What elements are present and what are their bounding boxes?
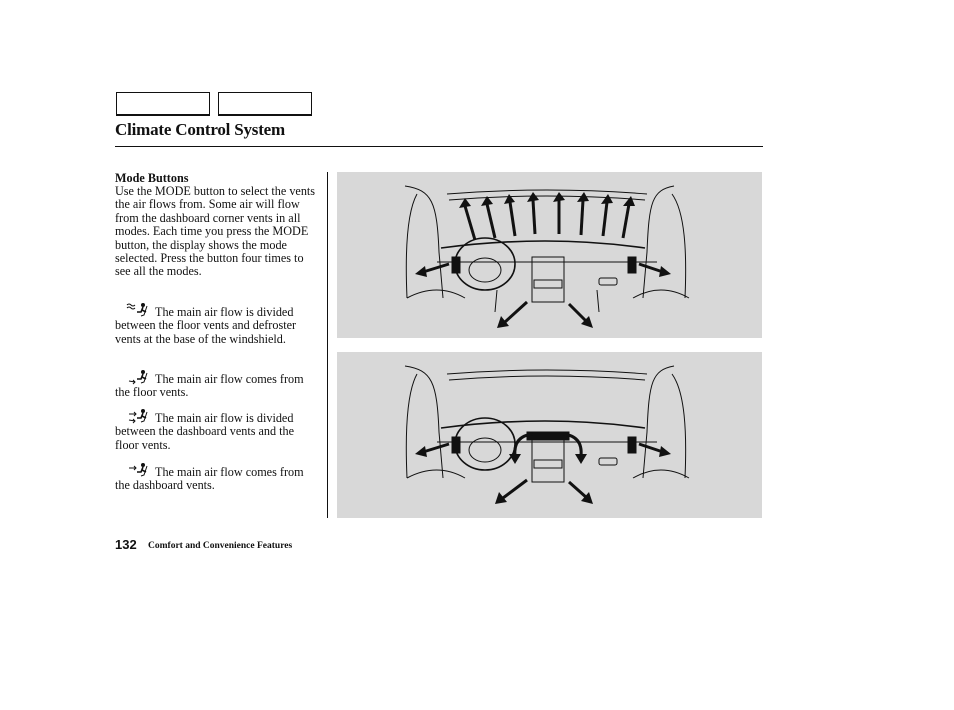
mode-description: The main air flow comes from the dashboard vents. [115, 465, 304, 493]
floor-defrost-mode-icon [115, 305, 155, 317]
mode-description: The main air flow comes from the floor vents. [115, 372, 304, 400]
mode-item-bilevel [115, 411, 320, 452]
intro-paragraph: Use the MODE button to select the vents the air flows from. Some air will flow from the dashboard corner vents in all modes. Each time you press the MODE button, the display shows the mode selected. Press the button four times to see all the modes. [115, 184, 316, 279]
mode-item-dash [115, 465, 320, 493]
floor-mode-icon [115, 372, 155, 384]
section-heading: Mode Buttons [115, 171, 189, 185]
header-tab-box-left [116, 92, 210, 116]
mode-description: The main air flow is divided between the floor vents and defroster vents at the base of the windshield. [115, 305, 297, 346]
page-number: 132 [115, 537, 137, 552]
page-title: Climate Control System [115, 120, 285, 139]
header-tab-box-right [218, 92, 312, 116]
footer-section-name: Comfort and Convenience Features [148, 541, 293, 551]
mode-description: The main air flow is divided between the dashboard vents and the floor vents. [115, 411, 295, 452]
dash-mode-icon [115, 465, 155, 477]
dashboard-illustration-bilevel [337, 352, 762, 518]
mode-item-floor-defrost [115, 305, 320, 346]
title-divider [115, 146, 763, 147]
mode-item-floor [115, 372, 320, 400]
column-divider [327, 172, 328, 518]
dashboard-illustration-defrost-floor [337, 172, 762, 338]
bilevel-mode-icon [115, 411, 155, 423]
